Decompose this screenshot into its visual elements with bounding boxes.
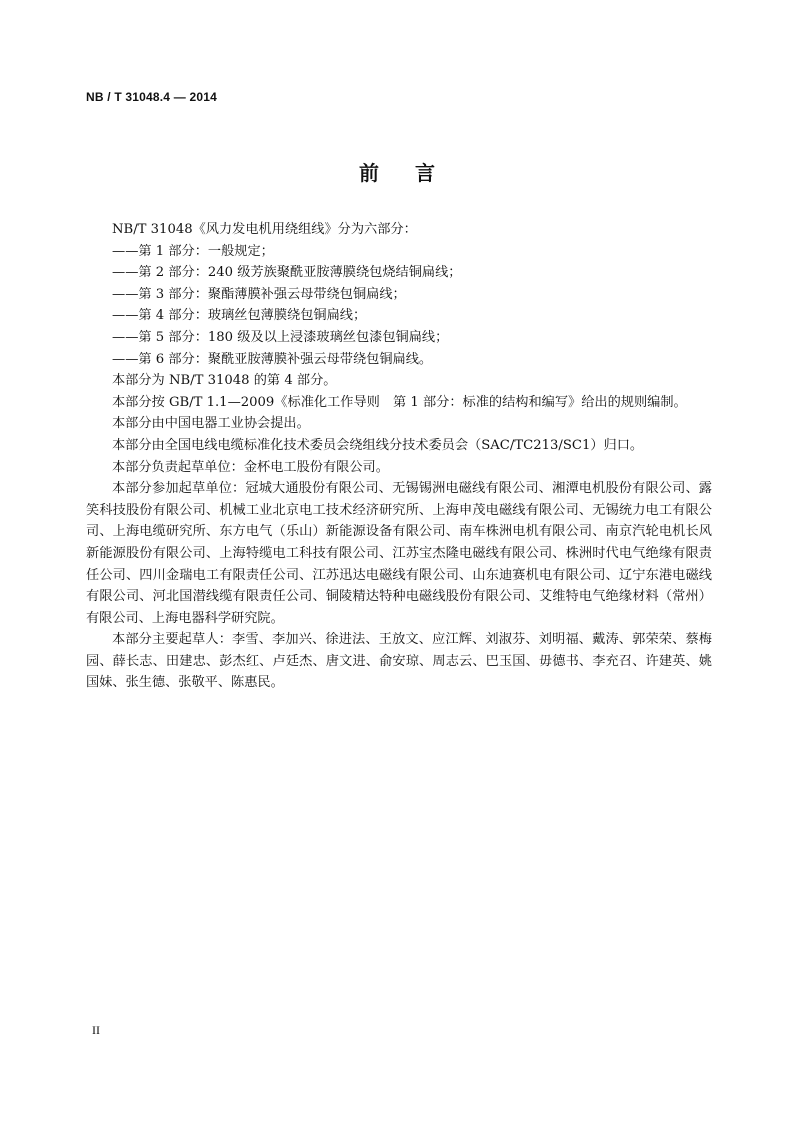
list-item-part-6: ——第 6 部分：聚酰亚胺薄膜补强云母带绕包铜扁线。 (112, 351, 433, 367)
list-item-part-3: ——第 3 部分：聚酯薄膜补强云母带绕包铜扁线； (112, 286, 406, 302)
list-item-part-4: ——第 4 部分：玻璃丝包薄膜绕包铜扁线； (112, 308, 367, 324)
list-item-part-1: ——第 1 部分：一般规定； (112, 243, 274, 259)
page-number: II (92, 1023, 100, 1037)
standard-code-header: NB / T 31048.4 — 2014 (86, 90, 217, 104)
paragraph-part-statement: 本部分为 NB/T 31048 的第 4 部分。 (112, 373, 337, 389)
paragraph-drafting-rules: 本部分按 GB/T 1.1—2009《标准化工作导则 第 1 部分：标准的结构和编写》给出的规则编制。 (112, 394, 687, 410)
paragraph-participating-units: 本部分参加起草单位：冠城大通股份有限公司、无锡锡洲电磁线有限公司、湘潭电机股份有限公司、露笑科技股份有限公司、机械工业北京电工技术经济研究所、上海申茂电磁线有限公司、无锡统力电工有限公司、上海电缆研究所、东方电气（乐山）新能源设备有限公司、南车株洲电机有限公司、南京汽轮电机长风新能源股份有限公司、上海特缆电工科技有限公司、江苏宝杰隆电磁线有限公司、株洲时代电气绝缘有限责任公司、四川金瑞电工有限责任公司、江苏迅达电磁线有限公司、山东迪赛机电有限公司、辽宁东港电磁线有限公司、河北国潜线缆有限责任公司、铜陵精达特种电磁线股份有限公司、艾维特电气绝缘材料（常州）有限公司、上海电器科学研究院。 (86, 481, 712, 626)
paragraph-intro: NB/T 31048《风力发电机用绕组线》分为六部分： (112, 222, 417, 237)
paragraph-jurisdiction: 本部分由全国电线电缆标准化技术委员会绕组线分技术委员会（SAC/TC213/SC1）归口。 (112, 437, 644, 453)
page-title: 前言 (359, 161, 471, 185)
paragraph-main-drafters: 本部分主要起草人：李雪、李加兴、徐进法、王放文、应江辉、刘淑芬、刘明福、戴涛、郭荣荣、蔡梅园、薛长志、田建忠、彭杰红、卢廷杰、唐文进、俞安琼、周志云、巴玉国、毋德书、李充召、许建英、姚国妹、张生德、张敬平、陈惠民。 (86, 632, 712, 691)
paragraph-lead-drafter: 本部分负责起草单位：金杯电工股份有限公司。 (112, 459, 389, 475)
list-item-part-5: ——第 5 部分：180 级及以上浸漆玻璃丝包漆包铜扁线； (112, 329, 449, 345)
list-item-part-2: ——第 2 部分：240 级芳族聚酰亚胺薄膜绕包烧结铜扁线； (112, 265, 462, 281)
foreword-body (86, 219, 712, 694)
paragraph-proposer: 本部分由中国电器工业协会提出。 (112, 416, 310, 432)
